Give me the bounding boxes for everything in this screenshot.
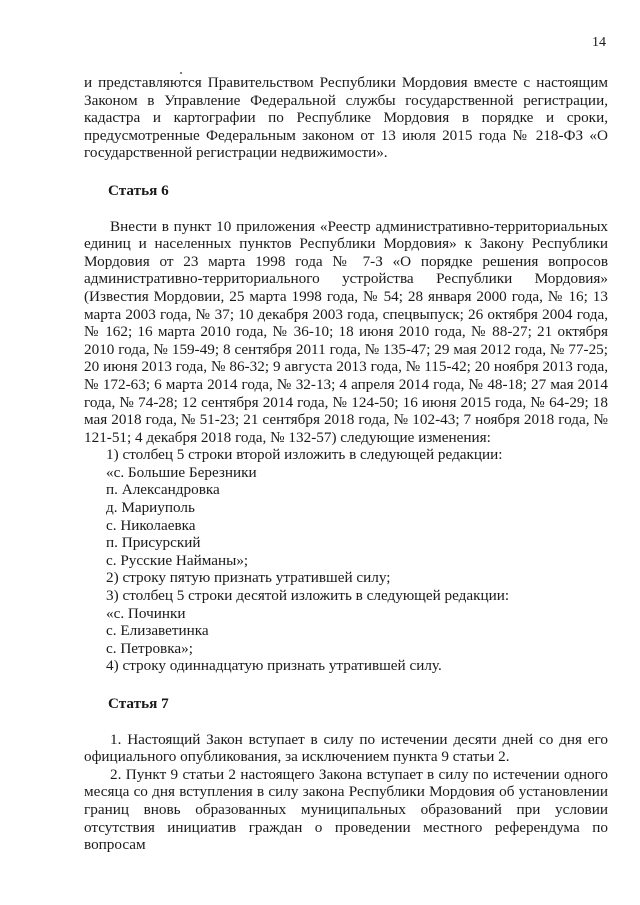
amendment-line: п. Александровка: [106, 481, 220, 499]
page-number: 14: [592, 35, 606, 50]
amendment-line: 4) строку одиннадцатую признать утратившей силу.: [106, 657, 442, 675]
amendment-line: с. Петровка»;: [106, 639, 193, 657]
amendment-line: д. Мариуполь: [106, 499, 195, 517]
intro-paragraph: и представляются Правительством Республики Мордовия вместе с настоящим Законом в Управление Федеральной службы государственной регистрации, кадастра и картографии по Республике Мордовия в порядке и сроки, предусмотренные Федеральным законом от 13 июля 2015 года № 218-ФЗ «О государственной регистрации недвижимости».: [84, 74, 608, 162]
amendment-line: с. Русские Найманы»;: [106, 551, 249, 569]
amendment-line: 2) строку пятую признать утратившей силу;: [106, 569, 391, 587]
article-6-paragraph: Внести в пункт 10 приложения «Реестр административно-территориальных единиц и населенных пунктов Республики Мордовия» к Закону Республики Мордовия от 23 марта 1998 года № 7-З «О порядке решения вопросов административно-территориального устройства Республики Мордовия» (Известия Мордовии, 25 марта 1998 года, № 54; 28 января 2000 года, № 16; 13 марта 2003 года, № 37; 10 декабря 2003 года, спецвыпуск; 26 октября 2004 года, № 162; 16 марта 2010 года, № 36-10; 18 июня 2010 года, № 88-27; 21 октября 2010 года, № 159-49; 8 сентября 2011 года, № 135-47; 29 мая 2012 года, № 77-25; 20 июня 2013 года, № 86-32; 9 августа 2013 года, № 115-42; 20 ноября 2013 года, № 172-63; 6 марта 2014 года, № 32-13; 4 апреля 2014 года, № 48-18; 27 мая 2014 года, № 74-28; 12 сентября 2014 года, № 124-50; 16 июня 2015 года, № 64-29; 18 мая 2018 года, № 51-23; 21 сентября 2018 года, № 102-43; 7 ноября 2018 года, № 121-51; 4 декабря 2018 года, № 132-57) следующие изменения:: [84, 217, 608, 446]
article-7-heading: Статья 7: [108, 695, 169, 712]
article-7-paragraph-2: 2. Пункт 9 статьи 2 настоящего Закона вступает в силу по истечении одного месяца со дня вступления в силу закона Республики Мордовия об установлении границ вновь образованных муниципальных образований при условии отсутствия инициатив граждан о проведении местного референдума по вопросам: [84, 765, 608, 854]
amendment-line: «с. Большие Березники: [106, 463, 257, 481]
document-body: [84, 74, 608, 854]
article-6-heading: Статья 6: [108, 181, 169, 199]
amendment-line: с. Николаевка: [106, 516, 196, 534]
amendment-line: п. Присурский: [106, 534, 201, 552]
amendment-line: 1) столбец 5 строки второй изложить в следующей редакции:: [106, 446, 503, 464]
amendment-line: «с. Починки: [106, 604, 186, 622]
article-7-paragraph-1: 1. Настоящий Закон вступает в силу по истечении десяти дней со дня его официального опубликования, за исключением пункта 9 статьи 2.: [84, 730, 608, 766]
amendment-line: с. Елизаветинка: [106, 622, 209, 640]
amendment-line: 3) столбец 5 строки десятой изложить в следующей редакции:: [106, 587, 510, 605]
